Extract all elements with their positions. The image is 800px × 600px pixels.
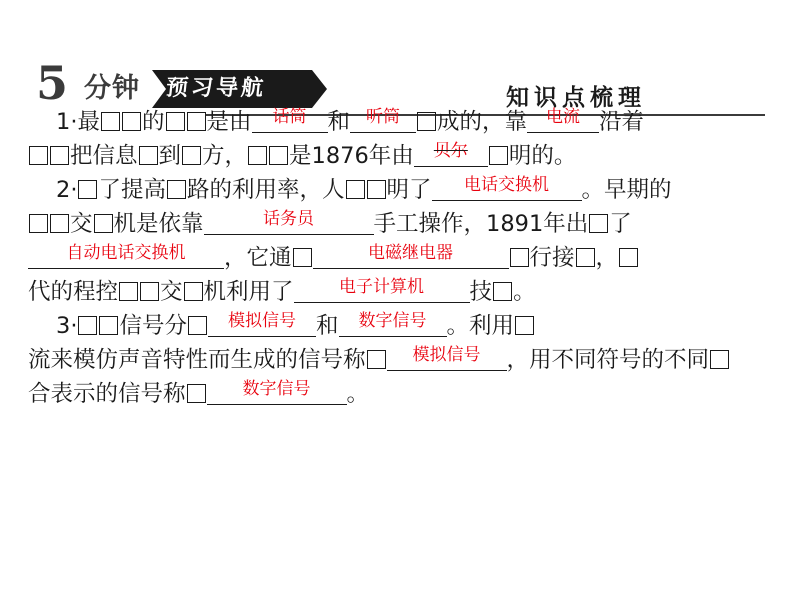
- q2-t17: 。: [513, 279, 536, 305]
- q2-t3: 路的利用率，人: [187, 177, 345, 203]
- answer-blank-3-4: 数字信号: [207, 381, 347, 405]
- answer-blank-2-2: 话务员: [204, 211, 374, 235]
- blank-box: [78, 180, 97, 199]
- answer-blank-1-1: 话筒: [252, 109, 328, 133]
- q1-t5: 成的，靠: [437, 109, 528, 135]
- q2-t9: 了: [609, 211, 632, 237]
- q2-t13: 代的程控: [28, 279, 119, 305]
- blank-box: [248, 146, 267, 165]
- banner-label: 预习导航: [164, 76, 268, 101]
- q1-t10: 是1876年由: [289, 143, 414, 169]
- answer-blank-2-1: 电话交换机: [432, 177, 582, 201]
- blank-box: [515, 316, 534, 335]
- question-1-line2: [28, 140, 780, 173]
- content-body: [28, 106, 780, 412]
- question-2-line3: [28, 242, 780, 275]
- answer-blank-1-2: 听筒: [350, 109, 416, 133]
- blank-box: [184, 282, 203, 301]
- q2-t6: 交: [70, 211, 93, 237]
- header-number: 5: [36, 56, 68, 110]
- blank-box: [94, 214, 113, 233]
- question-2-line2: [28, 208, 780, 241]
- q3-t1: ·: [70, 313, 78, 339]
- q1-t8: 到: [158, 143, 182, 169]
- question-3-line3: [28, 378, 780, 411]
- page-header: [0, 28, 800, 111]
- q3-t7: 合表示的信号称: [28, 381, 186, 407]
- question-1: [28, 106, 780, 139]
- blank-box: [619, 248, 638, 267]
- q1-num: 1: [56, 109, 71, 135]
- q3-t2: 信号分: [119, 313, 187, 339]
- blank-box: [293, 248, 312, 267]
- q2-t10: ，它通: [224, 245, 292, 271]
- blank-box: [119, 282, 138, 301]
- blank-box: [99, 316, 118, 335]
- blank-box: [188, 316, 207, 335]
- blank-box: [140, 282, 159, 301]
- q3-t8: 。: [346, 381, 370, 407]
- blank-box: [576, 248, 595, 267]
- question-3: [28, 310, 780, 343]
- q2-t11: 行接: [529, 245, 575, 271]
- blank-box: [29, 214, 48, 233]
- header-minute-label: 分钟: [84, 73, 140, 104]
- blank-box: [166, 112, 185, 131]
- q2-t5: 。早期的: [581, 177, 672, 203]
- answer-blank-1-4: 贝尔: [414, 143, 488, 167]
- q1-t9: 方，: [202, 143, 248, 169]
- q3-t4: 。利用: [446, 313, 515, 339]
- q2-t16: 技: [469, 279, 493, 305]
- blank-box: [589, 214, 608, 233]
- answer-blank-3-1: 模拟信号: [208, 313, 316, 337]
- q1-t3: 是由: [206, 109, 252, 135]
- blank-box: [367, 180, 386, 199]
- answer-blank-2-3: 自动电话交换机: [28, 245, 224, 269]
- blank-box: [710, 350, 729, 369]
- blank-box: [346, 180, 365, 199]
- blank-box: [187, 384, 206, 403]
- blank-box: [101, 112, 120, 131]
- q2-t1: ·: [70, 177, 78, 203]
- answer-blank-3-3: 模拟信号: [387, 347, 507, 371]
- blank-box: [139, 146, 158, 165]
- blank-box: [269, 146, 288, 165]
- blank-box: [417, 112, 436, 131]
- blank-box: [493, 282, 512, 301]
- question-2: [28, 174, 780, 207]
- blank-box: [29, 146, 48, 165]
- blank-box: [367, 350, 386, 369]
- question-3-line2: [28, 344, 780, 377]
- q3-t6: ，用不同符号的不同: [506, 347, 710, 373]
- blank-box: [489, 146, 508, 165]
- q2-t8: 手工操作，1891年出: [373, 211, 589, 237]
- section-title: 知识点梳理: [500, 84, 652, 112]
- q3-num: 3: [56, 313, 71, 339]
- q1-t4: 和: [327, 109, 351, 135]
- q2-t4: 明了: [386, 177, 432, 203]
- answer-blank-2-5: 电子计算机: [294, 279, 470, 303]
- blank-box: [78, 316, 97, 335]
- blank-box: [50, 146, 69, 165]
- q1-t7: 把信息: [70, 143, 138, 169]
- blank-box: [187, 112, 206, 131]
- answer-blank-1-3: 电流: [527, 109, 599, 133]
- q3-t5: 流来模仿声音特性而生成的信号称: [28, 347, 366, 373]
- question-2-line4: [28, 276, 780, 309]
- blank-box: [122, 112, 141, 131]
- q2-t15: 机利用了: [203, 279, 294, 305]
- q1-t1: ·最: [70, 109, 100, 135]
- q1-t2: 的: [141, 109, 165, 135]
- q2-t7: 机是依靠: [113, 211, 204, 237]
- blank-box: [510, 248, 529, 267]
- answer-blank-2-4: 电磁继电器: [313, 245, 509, 269]
- q2-t14: 交: [160, 279, 183, 305]
- blank-box: [167, 180, 186, 199]
- q2-num: 2: [56, 177, 71, 203]
- blank-box: [50, 214, 69, 233]
- q2-t12: ，: [595, 245, 619, 271]
- q1-t6: 沿着: [599, 109, 645, 135]
- blank-box: [182, 146, 201, 165]
- q1-t11: 明的。: [508, 143, 577, 169]
- q2-t2: 了提高: [98, 177, 166, 203]
- q3-t3: 和: [316, 313, 339, 339]
- answer-blank-3-2: 数字信号: [339, 313, 447, 337]
